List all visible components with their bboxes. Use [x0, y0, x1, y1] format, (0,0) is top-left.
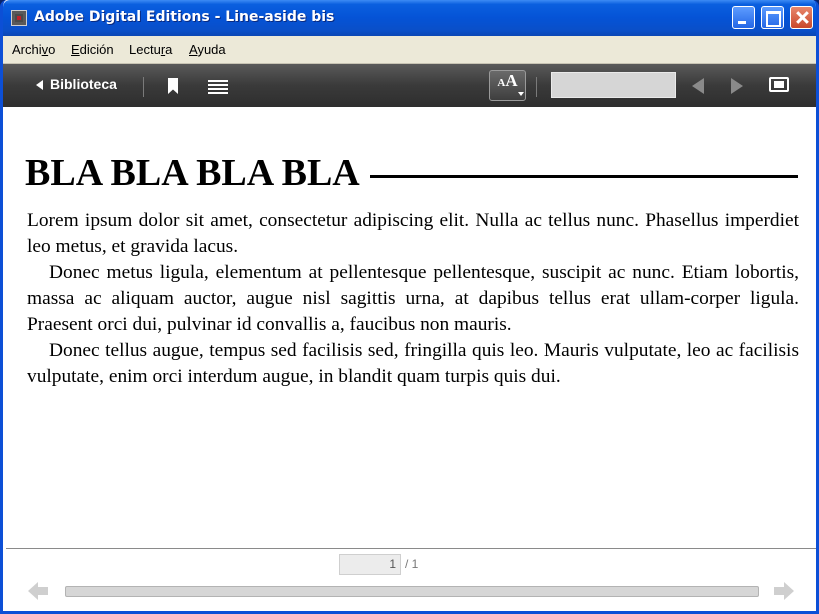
menu-lectura-label-a: Lectu — [129, 42, 161, 57]
paragraph: Donec tellus augue, tempus sed facilisis sed, fringilla quis leo. Mauris vulputate, leo ac facilisis vulputate, enim orci interdum augue, in blandit quam turpis quis dui. — [27, 340, 799, 387]
toolbar-separator — [143, 77, 144, 97]
page-navigation-bar — [6, 548, 819, 612]
chevron-down-icon — [518, 92, 524, 96]
menu-bar — [3, 36, 819, 64]
menu-lectura-label-b: a — [165, 42, 173, 57]
body-text — [27, 208, 799, 390]
maximize-button[interactable] — [761, 6, 784, 29]
close-button[interactable] — [790, 6, 813, 29]
paragraph: Lorem ipsum dolor sit amet, consectetur adipiscing elit. Nulla ac tellus nunc. Phasellus imperdiet leo metus, et gravida lacus. — [27, 210, 799, 257]
font-size-button[interactable] — [489, 70, 526, 101]
window-title: Adobe Digital Editions - Line-aside bis — [34, 9, 335, 25]
page-number-input[interactable]: 1 — [339, 554, 401, 575]
page-total: / 1 — [405, 557, 419, 571]
app-icon[interactable] — [11, 10, 27, 26]
menu-archivo[interactable] — [12, 42, 55, 57]
bookmark-icon[interactable] — [168, 78, 178, 94]
list-icon[interactable] — [208, 80, 228, 94]
menu-edicion[interactable] — [71, 42, 114, 57]
list-icon-line — [208, 80, 228, 82]
menu-edicion-label-b: dición — [79, 42, 114, 57]
font-size-small-glyph: A — [497, 77, 506, 89]
menu-archivo-label-b: o — [48, 42, 56, 57]
page-scrollbar[interactable] — [65, 586, 759, 597]
reading-pane[interactable] — [6, 107, 819, 548]
arrow-left-icon[interactable] — [28, 582, 48, 600]
paragraph: Donec metus ligula, elementum at pellentesque pellentesque, suscipit ac nunc. Etiam lobortis, massa ac aliquam auctor, augue nisl sagittis urna, at dapibus tellus erat ullam-corper ligula. Praesent orci dui, pulvinar id convallis a, faucibus non mauris. — [27, 262, 799, 335]
menu-lectura[interactable] — [129, 42, 172, 57]
list-icon-line — [208, 92, 228, 94]
list-icon-line — [208, 88, 228, 90]
menu-ayuda[interactable] — [189, 42, 226, 57]
menu-archivo-label-a: Archi — [12, 42, 42, 57]
prev-page-icon[interactable] — [692, 78, 704, 94]
back-arrow-icon — [36, 80, 43, 90]
fullscreen-icon[interactable] — [769, 77, 789, 92]
font-size-big-glyph: A — [505, 71, 518, 90]
heading-rule — [370, 175, 798, 178]
menu-edicion-mnemonic: E — [71, 42, 80, 57]
search-input[interactable] — [551, 72, 676, 98]
menu-ayuda-mnemonic: A — [189, 42, 198, 57]
toolbar-separator — [536, 77, 537, 97]
minimize-button[interactable] — [732, 6, 755, 29]
chapter-heading: BLA BLA BLA BLA — [25, 152, 360, 194]
menu-lectura-mnemonic: r — [160, 42, 166, 57]
list-icon-line — [208, 84, 228, 86]
menu-ayuda-label-b: yuda — [197, 42, 226, 57]
title-bar[interactable] — [3, 0, 819, 36]
library-button-label: Biblioteca — [50, 76, 117, 92]
next-page-icon[interactable] — [731, 78, 743, 94]
arrow-right-icon[interactable] — [774, 582, 794, 600]
menu-archivo-mnemonic: v — [41, 42, 49, 57]
